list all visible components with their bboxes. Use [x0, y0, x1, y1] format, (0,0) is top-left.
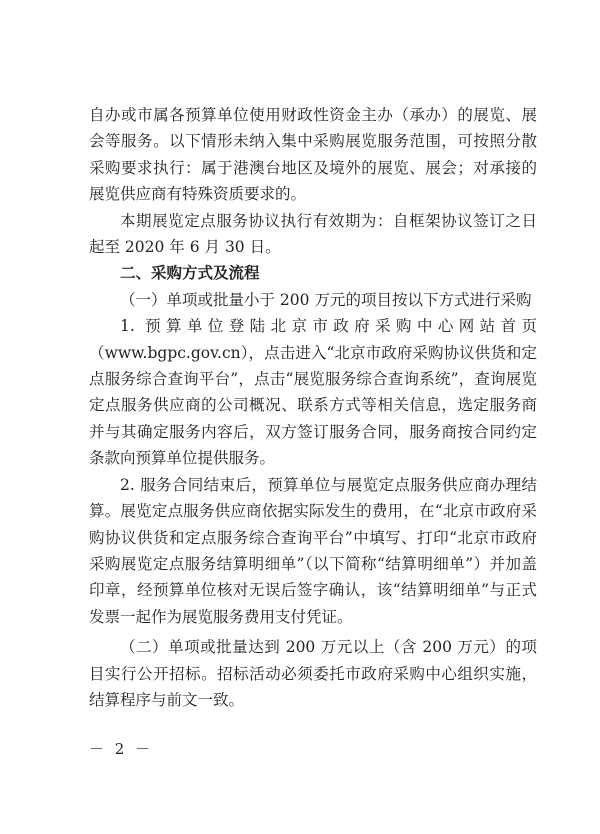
- document-body: [89, 102, 537, 713]
- paragraph-validity-period: 本期展览定点服务协议执行有效期为：自框架协议签订之日起至 2020 年 6 月 30 日。: [89, 211, 537, 257]
- paragraph-step-1: 1. 预算单位登陆北京市政府采购中心网站首页（www.bgpc.gov.cn），点击进入“北京市政府采购协议供货和定点服务综合查询平台”，点击“展览服务综合查询系统”，查询展览定点服务供应商的公司概况、联系方式等相关信息，选定服务商并与其确定服务内容后，双方签订服务合同，服务商按合同约定条款向预算单位提供服务。: [89, 317, 537, 468]
- section-heading-procurement-method: 二、采购方式及流程: [120, 264, 260, 283]
- page-number: － 2 －: [89, 740, 154, 758]
- subsection-heading-under-200: （一）单项或批量小于 200 万元的项目按以下方式进行采购: [120, 290, 532, 309]
- subsection-over-200: （二）单项或批量达到 200 万元以上（含 200 万元）的项目实行公开招标。招标活动必须委托市政府采购中心组织实施，结算程序与前文一致。: [89, 638, 537, 709]
- paragraph-step-2: 2. 服务合同结束后，预算单位与展览定点服务供应商办理结算。展览定点服务供应商依据实际发生的费用，在“北京市政府采购协议供货和定点服务综合查询平台”中填写、打印“北京市政府采购展览定点服务结算明细单”（以下简称“结算明细单”）并加盖印章，经预算单位核对无误后签字确认，该“结算明细单”与正式发票一起作为展览服务费用支付凭证。: [89, 475, 537, 626]
- paragraph-continuation: 自办或市属各预算单位使用财政性资金主办（承办）的展览、展会等服务。以下情形未纳入集中采购展览服务范围，可按照分散采购要求执行：属于港澳台地区及境外的展览、展会；对承接的展览供应商有特殊资质要求的。: [89, 106, 537, 204]
